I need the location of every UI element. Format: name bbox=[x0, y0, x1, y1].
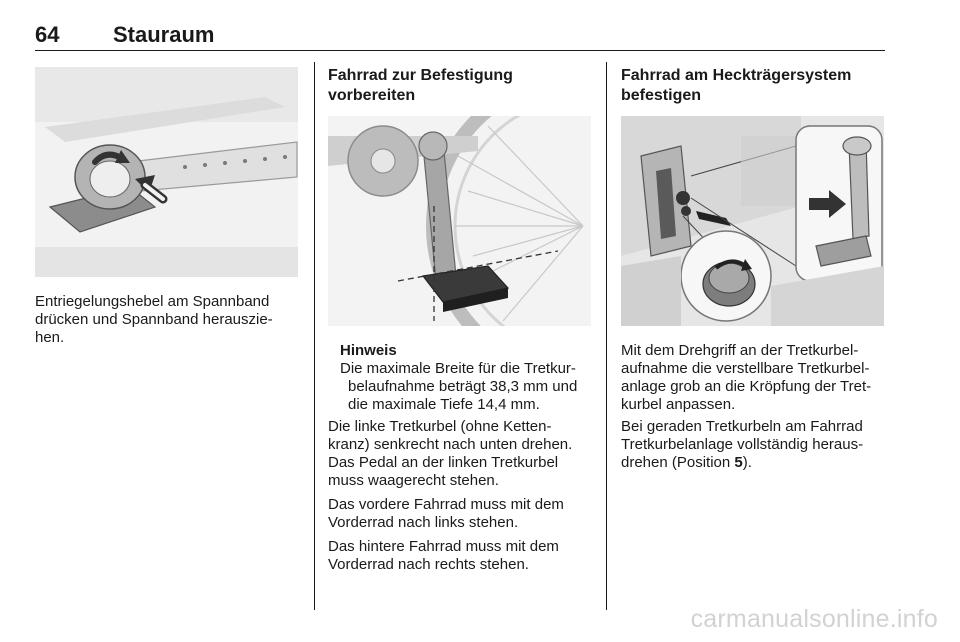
heading-attach-bicycle bbox=[621, 66, 851, 106]
crank-holder-illustration bbox=[621, 116, 884, 326]
header-rule bbox=[35, 50, 885, 51]
text-line: Bei geraden Tretkurbeln am Fahrrad bbox=[621, 418, 863, 435]
column-divider-1 bbox=[314, 62, 315, 610]
strap-release-illustration bbox=[35, 67, 298, 277]
paragraph-rear-bicycle bbox=[328, 538, 559, 574]
heading-prepare-bicycle bbox=[328, 66, 513, 106]
heading-line: Fahrrad am Heckträgersystem bbox=[621, 67, 852, 84]
text-line: kranz) senkrecht nach unten drehen. bbox=[328, 436, 573, 453]
heading-line: vorbereiten bbox=[328, 87, 416, 104]
note-title: Hinweis bbox=[340, 342, 397, 359]
text-line: Das hintere Fahrrad muss mit dem bbox=[328, 538, 559, 555]
page-number: 64 bbox=[35, 22, 60, 47]
caption-line: Entriegelungshebel am Spannband bbox=[35, 293, 270, 310]
strap-release-caption bbox=[35, 293, 273, 347]
text-line: aufnahme die verstellbare Tretkurbel- bbox=[621, 360, 870, 377]
text-line: Mit dem Drehgriff an der Tretkurbel- bbox=[621, 342, 859, 359]
text-line: kurbel anpassen. bbox=[621, 396, 736, 413]
pedal-crank-illustration bbox=[328, 116, 591, 326]
watermark: carmanualsonline.info bbox=[690, 605, 938, 633]
caption-line: hen. bbox=[35, 329, 65, 346]
position-number: 5 bbox=[734, 454, 743, 471]
text-line: Vorderrad nach links stehen. bbox=[328, 514, 519, 531]
paragraph-front-bicycle bbox=[328, 496, 564, 532]
heading-line: befestigen bbox=[621, 87, 702, 104]
text-line: Vorderrad nach rechts stehen. bbox=[328, 556, 529, 573]
paragraph-adjust-crank-holder bbox=[621, 342, 871, 414]
text-line: Das vordere Fahrrad muss mit dem bbox=[328, 496, 564, 513]
text-line: muss waagerecht stehen. bbox=[328, 472, 499, 489]
paragraph-crank-position bbox=[328, 418, 572, 490]
note-text bbox=[340, 360, 577, 414]
paragraph-straight-cranks bbox=[621, 418, 863, 472]
column-divider-2 bbox=[606, 62, 607, 610]
note-line: Die maximale Breite für die Tretkur- bbox=[340, 360, 576, 377]
text-line: Tretkurbelanlage vollständig heraus- bbox=[621, 436, 864, 453]
text-line: Das Pedal an der linken Tretkurbel bbox=[328, 454, 559, 471]
note-line: belaufnahme beträgt 38,3 mm und bbox=[348, 378, 578, 395]
text-line: drehen (Position bbox=[621, 454, 735, 471]
text-line: Die linke Tretkurbel (ohne Ketten- bbox=[328, 418, 552, 435]
text-line: ). bbox=[742, 454, 752, 471]
note-line: die maximale Tiefe 14,4 mm. bbox=[348, 396, 540, 413]
section-title: Stauraum bbox=[113, 22, 215, 47]
heading-line: Fahrrad zur Befestigung bbox=[328, 67, 513, 84]
text-line: anlage grob an die Kröpfung der Tret- bbox=[621, 378, 872, 395]
caption-line: drücken und Spannband herauszie- bbox=[35, 311, 273, 328]
